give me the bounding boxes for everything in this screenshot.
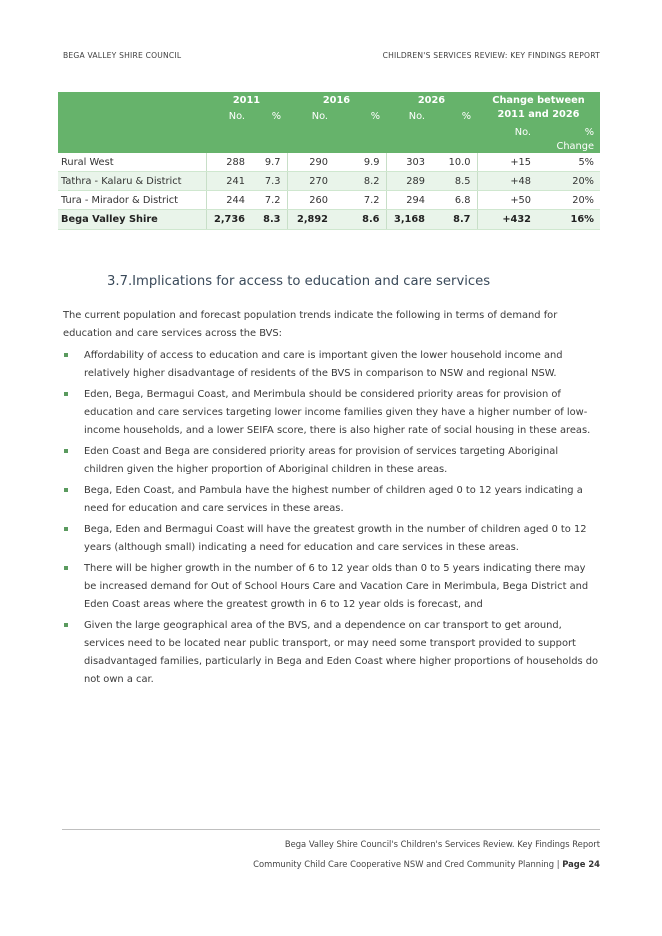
table-total-row: Bega Valley Shire 2,736 8.3 2,892 8.6 3,168 8.7 +432 16% xyxy=(58,210,600,230)
list-item: Affordability of access to education and care is important given the lower household income and relatively higher disadvantage of residents of the BVS in comparison to NSW and regional NSW. xyxy=(63,347,600,383)
footer-separator: | xyxy=(554,859,563,869)
footer-report-title: Bega Valley Shire Council's Children's Services Review. Key Findings Report xyxy=(284,839,600,849)
footer-divider xyxy=(62,829,600,830)
col-no: No. xyxy=(386,108,431,124)
table-header-years xyxy=(58,92,600,108)
bullet-square-icon xyxy=(64,623,68,627)
col-pct: % xyxy=(251,108,287,124)
col-no: No. xyxy=(287,108,334,124)
bullet-square-icon xyxy=(64,353,68,357)
table-header-change-sub xyxy=(58,124,600,140)
running-header-left: BEGA VALLEY SHIRE COUNCIL xyxy=(63,51,182,60)
page-number: Page 24 xyxy=(562,859,600,869)
year-2026-header: 2026 xyxy=(386,92,477,108)
footer-authors: Community Child Care Cooperative NSW and Cred Community Planning xyxy=(253,859,555,869)
change-header: Change between 2011 and 2026 xyxy=(492,95,585,120)
table-row: Tathra - Kalaru & District 241 7.3 270 8.2 289 8.5 +48 20% xyxy=(58,172,600,191)
list-item: Bega, Eden and Bermagui Coast will have the greatest growth in the number of children aged 0 to 12 years (although small) indicating a need for education and care services in these areas. xyxy=(63,521,600,557)
bullet-square-icon xyxy=(64,566,68,570)
intro-paragraph: The current population and forecast population trends indicate the following in terms of demand for education and care services across the BVS: xyxy=(63,310,558,339)
col-no: No. xyxy=(477,124,537,140)
year-2016-header: 2016 xyxy=(287,92,386,108)
col-pct: % xyxy=(537,124,600,140)
running-header-right: CHILDREN'S SERVICES REVIEW: KEY FINDINGS REPORT xyxy=(382,51,600,60)
table-row: Tura - Mirador & District 244 7.2 260 7.2 294 6.8 +50 20% xyxy=(58,191,600,210)
bullet-square-icon xyxy=(64,488,68,492)
bullet-square-icon xyxy=(64,527,68,531)
table-header-change-label xyxy=(58,140,600,153)
list-item: Bega, Eden Coast, and Pambula have the highest number of children aged 0 to 12 years indicating a need for education and care services in these areas. xyxy=(63,482,600,518)
footer-credits xyxy=(253,859,600,869)
col-pct: % xyxy=(334,108,386,124)
col-no: No. xyxy=(206,108,251,124)
col-pct: % xyxy=(431,108,477,124)
col-change: Change xyxy=(537,140,600,153)
section-heading: 3.7.Implications for access to education and care services xyxy=(107,274,491,289)
bullet-square-icon xyxy=(64,449,68,453)
list-item: Eden Coast and Bega are considered priority areas for provision of services targeting Aboriginal children given the higher proportion of Aboriginal children in these areas. xyxy=(63,443,600,479)
list-item: Given the large geographical area of the BVS, and a dependence on car transport to get around, services need to be located near public transport, or may need some transport provided to support disadvantaged families, particularly in Bega and Eden Coast where higher proportions of households do not own a car. xyxy=(63,617,600,689)
year-2011-header: 2011 xyxy=(206,92,287,108)
list-item: Eden, Bega, Bermagui Coast, and Merimbula should be considered priority areas for provision of education and care services targeting lower income families given they have a higher number of low-income households, and a lower SEIFA score, there is also higher rate of social housing in these areas. xyxy=(63,386,600,440)
table-row: Rural West 288 9.7 290 9.9 303 10.0 +15 5% xyxy=(58,153,600,172)
population-table xyxy=(58,92,600,230)
findings-list xyxy=(63,347,600,692)
bullet-square-icon xyxy=(64,392,68,396)
list-item: There will be higher growth in the number of 6 to 12 year olds than 0 to 5 years indicating there may be increased demand for Out of School Hours Care and Vacation Care in Merimbula, Bega District and Eden Coast areas where the greatest growth in 6 to 12 year olds is forecast, and xyxy=(63,560,600,614)
